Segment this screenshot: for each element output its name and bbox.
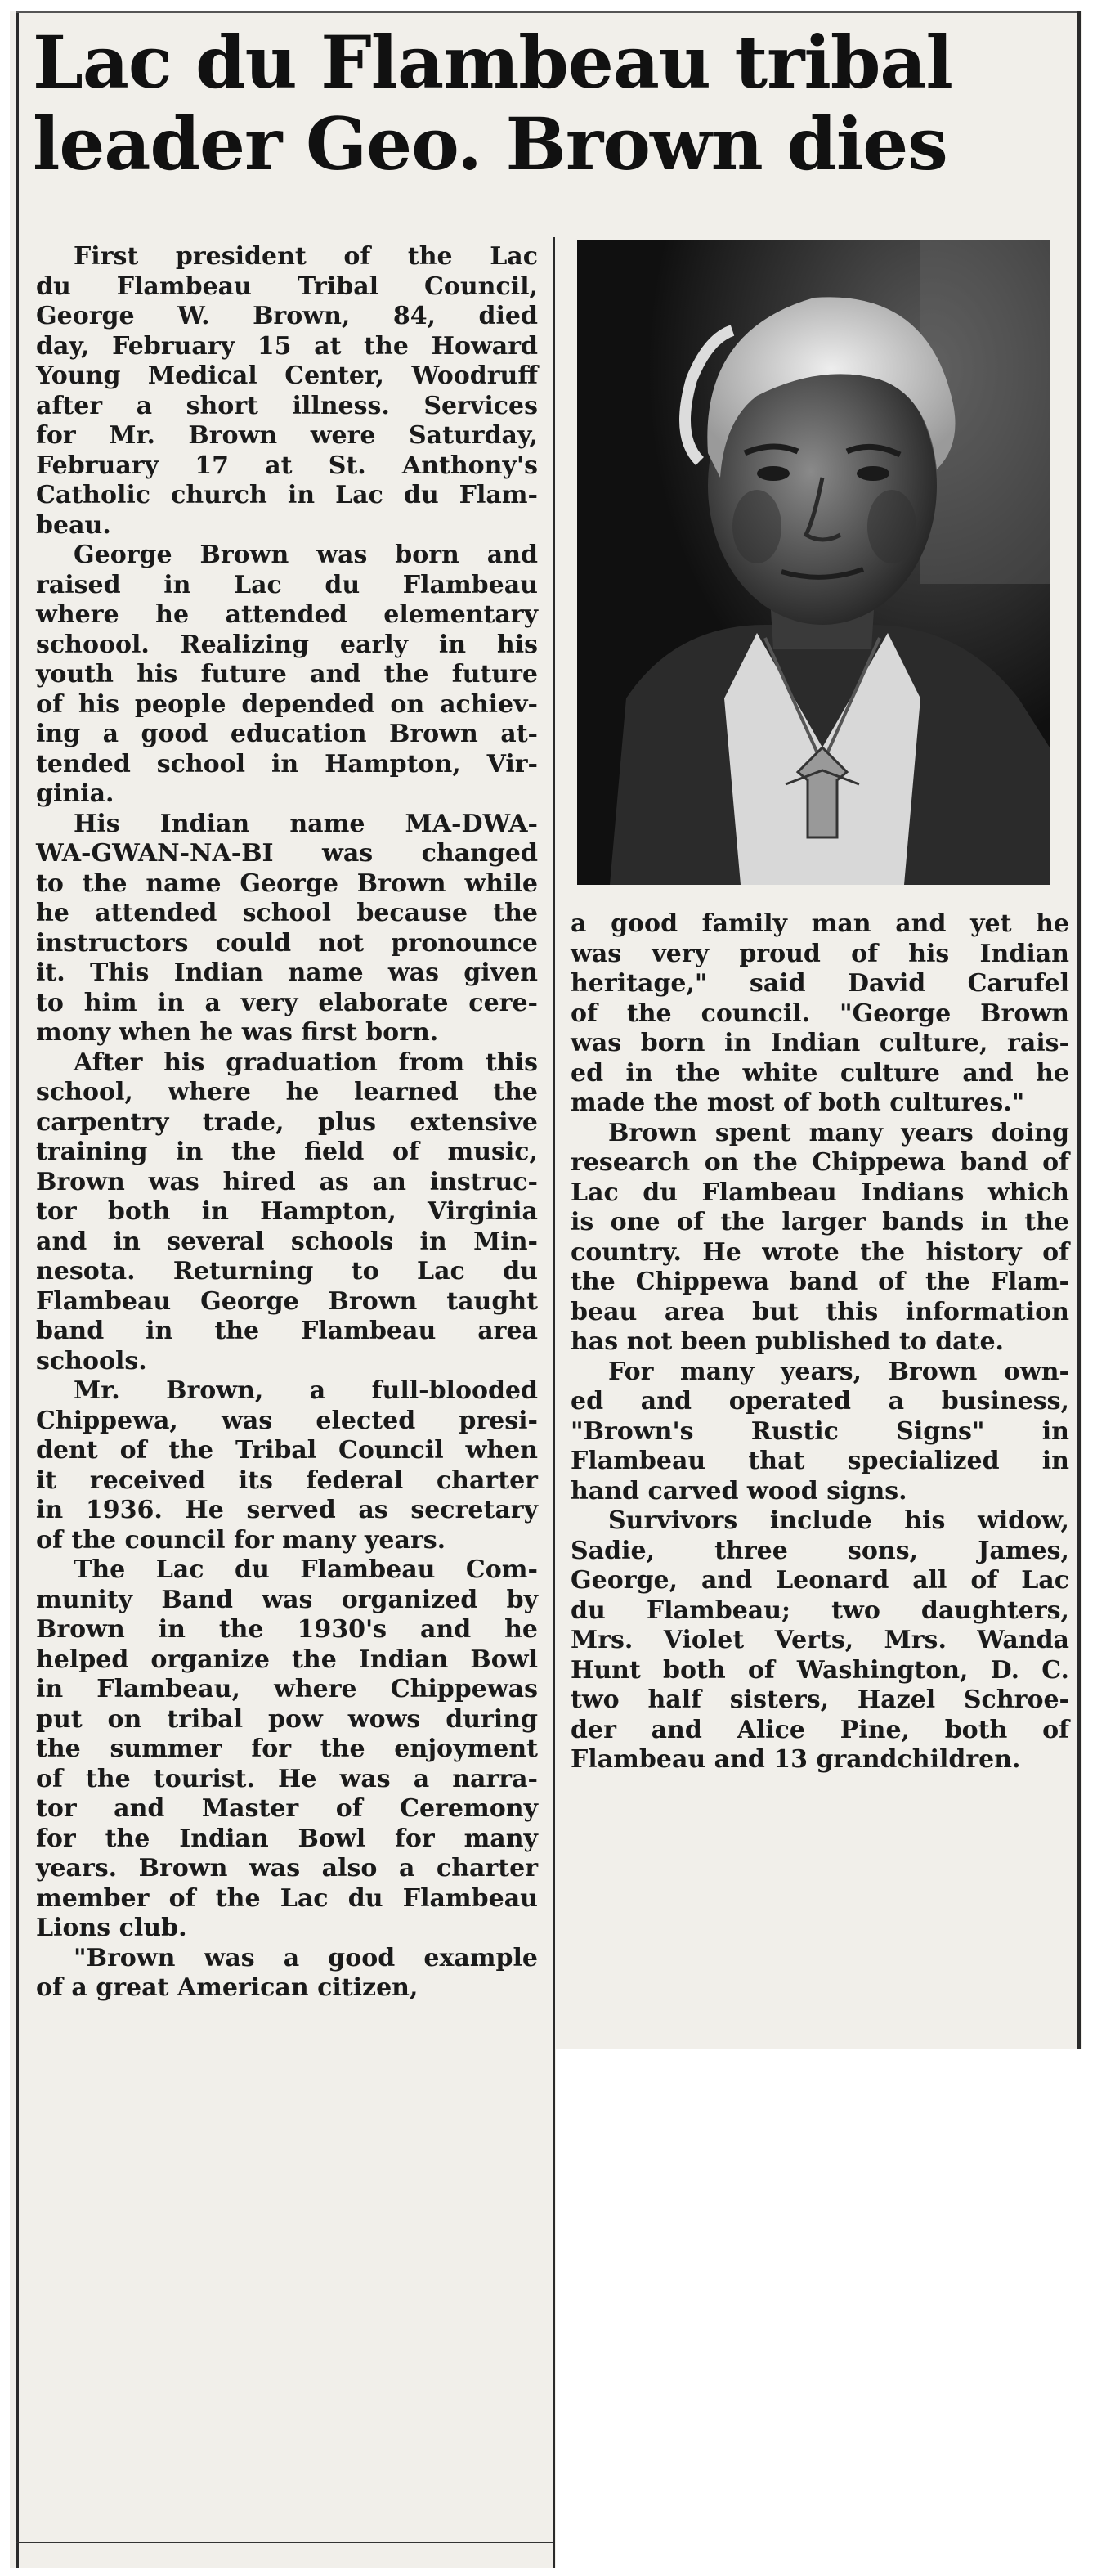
article-line: day, February 15 at the Howard: [36, 331, 538, 361]
paper-background-lower: [10, 2049, 556, 2568]
article-line: a good family man and yet he: [571, 909, 1069, 938]
article-line: helped organize the Indian Bowl: [36, 1645, 538, 1674]
article-paragraph: [36, 1376, 538, 1555]
article-line: du Flambeau Tribal Council,: [36, 272, 538, 301]
article-line: Lac du Flambeau Indians which: [571, 1178, 1069, 1207]
right-edge-rule: [1077, 11, 1081, 2049]
article-line: mony when he was first born.: [36, 1018, 439, 1047]
article-line: in 1936. He served as secretary: [36, 1496, 538, 1524]
article-line: raised in Lac du Flambeau: [36, 570, 538, 599]
article-line: where he attended elementary: [36, 600, 538, 629]
article-line: research on the Chippewa band of: [571, 1148, 1069, 1177]
article-line: member of the Lac du Flambeau: [36, 1883, 538, 1913]
article-line: in Flambeau, where Chippewas: [36, 1675, 538, 1703]
article-line: ed and operated a business,: [571, 1387, 1069, 1416]
article-line: George Brown was born and: [74, 541, 538, 569]
article-line: February 17 at St. Anthony's: [36, 451, 538, 480]
article-line: the summer for the enjoyment: [36, 1735, 538, 1763]
article-line: schools.: [36, 1346, 147, 1376]
left-edge-rule: [16, 11, 19, 2568]
article-line: For many years, Brown own-: [608, 1357, 1069, 1386]
article-line: dent of the Tribal Council when: [36, 1436, 538, 1465]
article-line: beau.: [36, 510, 111, 540]
article-line: ginia.: [36, 779, 114, 808]
article-paragraph: [36, 242, 538, 541]
article-line: years. Brown was also a charter: [36, 1854, 538, 1883]
article-paragraph: [36, 541, 538, 810]
article-line: heritage," said David Carufel: [571, 969, 1069, 998]
article-line: The Lac du Flambeau Com-: [74, 1555, 538, 1584]
column-rule: [553, 237, 555, 2568]
article-line: After his graduation from this: [74, 1048, 538, 1077]
article-line: nesota. Returning to Lac du: [36, 1257, 538, 1286]
article-left-column: [36, 242, 538, 2004]
article-line: to the name George Brown while: [36, 868, 538, 898]
article-line: "Brown's Rustic Signs" in: [571, 1416, 1069, 1446]
article-right-column: [571, 909, 1069, 1775]
article-line: two half sisters, Hazel Schroe-: [571, 1685, 1069, 1714]
article-line: beau area but this information: [571, 1297, 1069, 1326]
article-line: it received its federal charter: [36, 1465, 538, 1495]
article-line: tended school in Hampton, Vir-: [36, 749, 538, 779]
article-line: Chippewa, was elected presi-: [36, 1406, 538, 1435]
article-line: ed in the white culture and he: [571, 1058, 1069, 1088]
article-line: put on tribal pow wows during: [36, 1704, 538, 1734]
article-line: of his people depended on achiev-: [36, 689, 538, 719]
article-line: Flambeau George Brown taught: [36, 1286, 538, 1316]
article-line: schoool. Realizing early in his: [36, 630, 538, 659]
article-line: and in several schools in Min-: [36, 1227, 538, 1256]
article-line: is one of the larger bands in the: [571, 1208, 1069, 1236]
article-paragraph: [571, 1506, 1069, 1775]
article-line: the Chippewa band of the Flam-: [571, 1268, 1069, 1296]
article-line: Brown was hired as an instruc-: [36, 1167, 538, 1196]
headline-line-2: leader Geo. Brown dies: [33, 101, 947, 186]
article-paragraph: [571, 1119, 1069, 1358]
article-line: Brown spent many years doing: [608, 1118, 1069, 1147]
article-line: munity Band was organized by: [36, 1585, 538, 1614]
article-line: George W. Brown, 84, died: [36, 302, 538, 330]
article-line: youth his future and the future: [36, 660, 538, 689]
portrait-image: [577, 240, 1050, 885]
article-line: First president of the Lac: [74, 242, 538, 271]
article-paragraph: [36, 1555, 538, 1944]
article-line: country. He wrote the history of: [571, 1237, 1069, 1267]
article-line: Survivors include his widow,: [608, 1506, 1069, 1535]
article-line: WA-GWAN-NA-BI was changed: [36, 839, 538, 868]
article-line: has not been published to date.: [571, 1327, 1004, 1356]
article-paragraph: [36, 1048, 538, 1377]
article-line: hand carved wood signs.: [571, 1476, 907, 1506]
article-paragraph: [36, 810, 538, 1048]
article-line: Catholic church in Lac du Flam-: [36, 481, 538, 509]
article-line: tor and Master of Ceremony: [36, 1794, 538, 1823]
article-line: to him in a very elaborate cere-: [36, 988, 538, 1017]
top-edge-rule: [16, 11, 1081, 13]
article-line: du Flambeau; two daughters,: [571, 1595, 1069, 1625]
article-line: of the tourist. He was a narra-: [36, 1764, 538, 1793]
article-line: Lions club.: [36, 1914, 187, 1942]
article-paragraph: [571, 909, 1069, 1119]
article-line: Mrs. Violet Verts, Mrs. Wanda: [571, 1626, 1069, 1654]
article-line: for the Indian Bowl for many: [36, 1824, 538, 1853]
article-line: band in the Flambeau area: [36, 1317, 538, 1345]
article-line: "Brown was a good example: [74, 1943, 538, 1972]
article-line: was born in Indian culture, rais-: [571, 1029, 1069, 1057]
article-line: ing a good education Brown at-: [36, 720, 538, 748]
article-line: Young Medical Center, Woodruff: [36, 361, 538, 390]
article-paragraph: [571, 1358, 1069, 1507]
article-line: of a great American citizen,: [36, 1973, 419, 2002]
article-line: of the council. "George Brown: [571, 999, 1069, 1028]
article-line: it. This Indian name was given: [36, 958, 538, 987]
article-line: Hunt both of Washington, D. C.: [571, 1655, 1069, 1685]
article-line: der and Alice Pine, both of: [571, 1715, 1069, 1744]
article-line: Flambeau that specialized in: [571, 1447, 1069, 1475]
article-line: carpentry trade, plus extensive: [36, 1107, 538, 1137]
article-line: for Mr. Brown were Saturday,: [36, 421, 538, 450]
headline: [33, 21, 1071, 185]
article-line: George, and Leonard all of Lac: [571, 1566, 1069, 1595]
article-line: school, where he learned the: [36, 1078, 538, 1106]
article-line: Brown in the 1930's and he: [36, 1615, 538, 1644]
article-line: he attended school because the: [36, 899, 538, 927]
article-line: training in the field of music,: [36, 1138, 538, 1166]
article-line: after a short illness. Services: [36, 391, 538, 420]
article-line: tor both in Hampton, Virginia: [36, 1197, 538, 1226]
article-line: instructors could not pronounce: [36, 928, 538, 958]
article-line: Mr. Brown, a full-blooded: [74, 1376, 538, 1405]
article-paragraph: [36, 1944, 538, 2004]
article-line: His Indian name MA-DWA-: [74, 809, 538, 838]
article-line: Flambeau and 13 grandchildren.: [571, 1745, 1021, 1774]
portrait-photo: [577, 240, 1050, 885]
article-line: of the council for many years.: [36, 1525, 446, 1555]
article-line: Sadie, three sons, James,: [571, 1536, 1069, 1565]
article-line: was very proud of his Indian: [571, 939, 1069, 968]
headline-line-1: Lac du Flambeau tribal: [33, 20, 952, 105]
bottom-rule: [16, 2542, 553, 2543]
article-line: made the most of both cultures.": [571, 1088, 1025, 1117]
